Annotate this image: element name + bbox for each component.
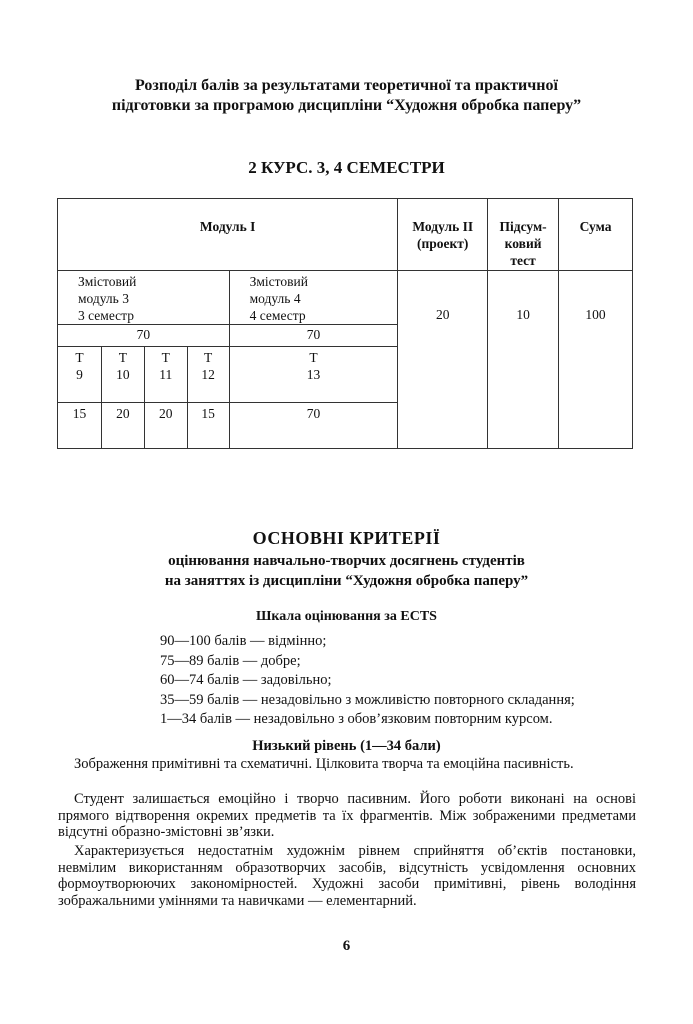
header-module-2-line-2: (проект) xyxy=(417,236,469,251)
header-module-2 xyxy=(398,199,488,271)
header-final-line-2: ковий xyxy=(504,236,542,251)
content-module-3-line-3: 3 семестр xyxy=(78,308,134,323)
topic-cell xyxy=(229,347,398,403)
header-sum: Сума xyxy=(559,199,633,271)
criteria-subheading-line-2: на заняттях із дисципліни “Художня обробка паперу” xyxy=(164,573,529,589)
list-item: 75—89 балів — добре; xyxy=(160,652,301,669)
topic-number: 10 xyxy=(116,367,130,382)
low-level-paragraph: Студент залишається емоційно і творчо пасивним. Його роботи виконані на основі прямого відтворення окремих предметів та їх фрагментів. Між зображеними предметами відсутні образно-змістовні зв’язки. xyxy=(58,791,636,840)
topic-letter: Т xyxy=(118,350,127,365)
module-2-value: 20 xyxy=(398,271,488,449)
points-cell: 70 xyxy=(229,403,398,449)
topic-cell xyxy=(144,347,187,403)
title-line-2: підготовки за програмою дисципліни “Художня обробка паперу” xyxy=(111,97,582,114)
title-line-1: Розподіл балів за результатами теоретичної та практичної xyxy=(135,77,558,94)
criteria-subheading xyxy=(0,551,693,591)
sum-value: 100 xyxy=(559,271,633,449)
points-distribution-table xyxy=(57,198,633,449)
header-final-test xyxy=(488,199,559,271)
list-item: 60—74 балів — задовільно; xyxy=(160,672,332,688)
points-cell: 15 xyxy=(58,403,102,449)
low-level-paragraph: Зображення примітивні та схематичні. Цілковита творча та емоційна пасивність. xyxy=(74,756,574,772)
final-test-value: 10 xyxy=(488,271,559,449)
topic-number: 11 xyxy=(159,367,173,382)
list-item: 90—100 балів — відмінно; xyxy=(160,633,327,649)
list-item: 1—34 балів — незадовільно з обов’язковим повторним курсом. xyxy=(160,711,553,727)
header-final-line-3: тест xyxy=(510,253,536,268)
low-level-paragraph: Характеризується недостатнім художнім рівнем сприйняття об’єктів постановки, невмілим використанням образотворчих засобів, відсутність усвідомлення основних формоутворюючих закономірностей. Художні засоби примітивні, рівень володіння зображальними уміннями та навичками — елементарний. xyxy=(58,843,636,909)
semester-3-total: 70 xyxy=(58,325,230,347)
topic-letter: Т xyxy=(309,350,318,365)
criteria-heading: ОСНОВНІ КРИТЕРІЇ xyxy=(252,528,441,548)
topic-cell xyxy=(187,347,229,403)
header-module-2-line-1: Модуль II xyxy=(412,219,474,234)
topic-number: 13 xyxy=(306,367,321,382)
ects-scale-title: Шкала оцінювання за ECTS xyxy=(256,609,437,624)
content-module-3 xyxy=(58,271,230,325)
content-module-3-line-1: Змістовий xyxy=(78,274,137,289)
content-module-4 xyxy=(229,271,398,325)
page-number: 6 xyxy=(342,938,351,954)
content-module-4-line-3: 4 семестр xyxy=(249,308,306,323)
topic-number: 9 xyxy=(76,367,83,382)
content-module-4-line-1: Змістовий xyxy=(249,274,308,289)
table-header-row xyxy=(58,199,633,271)
topic-letter: Т xyxy=(161,350,170,365)
content-module-4-line-2: модуль 4 xyxy=(249,291,301,306)
topic-cell xyxy=(101,347,144,403)
content-module-3-line-2: модуль 3 xyxy=(78,291,129,306)
header-final-line-1: Підсум- xyxy=(499,219,547,234)
topic-cell xyxy=(58,347,102,403)
points-cell: 20 xyxy=(101,403,144,449)
list-item: 35—59 балів — незадовільно з можливістю повторного складання; xyxy=(160,691,575,708)
points-cell: 20 xyxy=(144,403,187,449)
table-content-module-row xyxy=(58,271,633,325)
course-heading: 2 КУРС. 3, 4 СЕМЕСТРИ xyxy=(248,158,445,177)
semester-4-total: 70 xyxy=(229,325,398,347)
topic-letter: Т xyxy=(75,350,84,365)
header-module-1: Модуль I xyxy=(58,199,398,271)
low-level-heading: Низький рівень (1—34 бали) xyxy=(252,738,441,754)
ects-scale-list xyxy=(160,632,575,730)
criteria-subheading-line-1: оцінювання навчально-творчих досягнень студентів xyxy=(168,553,525,569)
topic-number: 12 xyxy=(201,367,215,382)
points-cell: 15 xyxy=(187,403,229,449)
topic-letter: Т xyxy=(204,350,213,365)
document-title xyxy=(0,76,693,116)
